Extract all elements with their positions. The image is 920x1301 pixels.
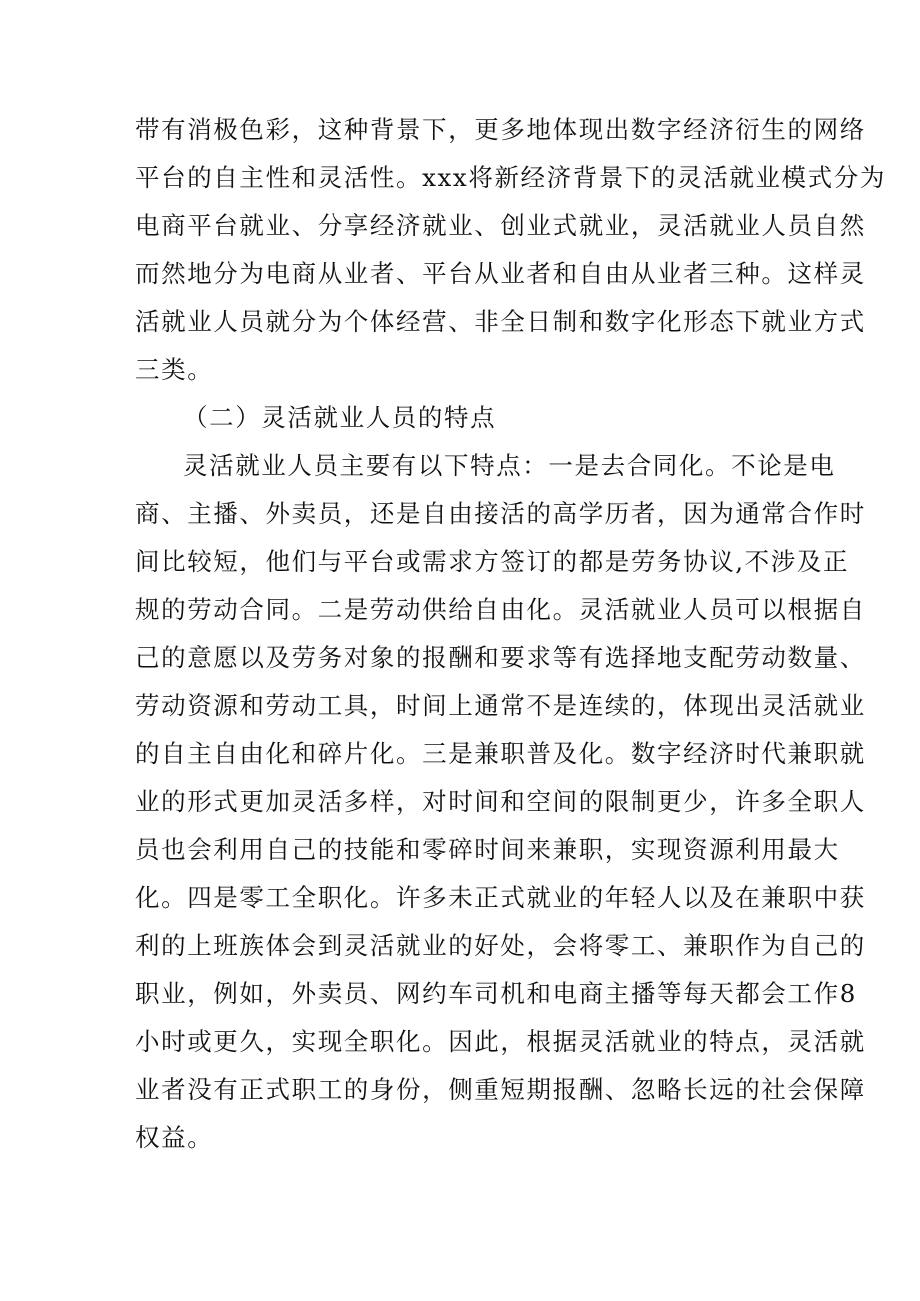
paragraph-line: 化。四是零工全职化。许多未正式就业的年轻人以及在兼职中获	[135, 883, 866, 912]
paragraph-line: 己的意愿以及劳务对象的报酬和要求等有选择地支配劳动数量、	[135, 643, 866, 672]
paragraph-line: 间比较短，他们与平台或需求方签订的都是劳务协议,不涉及正	[135, 547, 850, 576]
paragraph-line: 商、主播、外卖员，还是自由接活的高学历者，因为通常合作时	[135, 499, 866, 528]
paragraph-line: 业的形式更加灵活多样，对时间和空间的限制更少，许多全职人	[135, 787, 866, 816]
paragraph-line: 灵活就业人员主要有以下特点：一是去合同化。不论是电	[183, 451, 836, 480]
paragraph-line: 而然地分为电商从业者、平台从业者和自由从业者三种。这样灵	[135, 259, 866, 288]
paragraph-line: 带有消极色彩，这种背景下，更多地体现出数字经济衍生的网络	[135, 115, 866, 144]
paragraph-line: 权益。	[135, 1123, 214, 1152]
paragraph-line: 员也会利用自己的技能和零碎时间来兼职，实现资源利用最大	[135, 835, 840, 864]
paragraph-line: 的自主自由化和碎片化。三是兼职普及化。数字经济时代兼职就	[135, 739, 866, 768]
paragraph-line: 电商平台就业、分享经济就业、创业式就业，灵活就业人员自然	[135, 211, 866, 240]
paragraph-line: 三类。	[135, 355, 214, 384]
paragraph-line: 规的劳动合同。二是劳动供给自由化。灵活就业人员可以根据自	[135, 595, 866, 624]
paragraph-line: 职业，例如，外卖员、网约车司机和电商主播等每天都会工作8	[135, 979, 857, 1008]
paragraph-line: 活就业人员就分为个体经营、非全日制和数字化形态下就业方式	[135, 307, 866, 336]
paragraph-line: 利的上班族体会到灵活就业的好处，会将零工、兼职作为自己的	[135, 931, 866, 960]
paragraph-line: 劳动资源和劳动工具，时间上通常不是连续的，体现出灵活就业	[135, 691, 866, 720]
paragraph-line: 小时或更久，实现全职化。因此，根据灵活就业的特点，灵活就	[135, 1027, 866, 1056]
paragraph-line: 平台的自主性和灵活性。xxx将新经济背景下的灵活就业模式分为	[135, 163, 886, 192]
section-heading: （二）灵活就业人员的特点	[183, 403, 497, 432]
paragraph-line: 业者没有正式职工的身份，侧重短期报酬、忽略长远的社会保障	[135, 1075, 866, 1104]
